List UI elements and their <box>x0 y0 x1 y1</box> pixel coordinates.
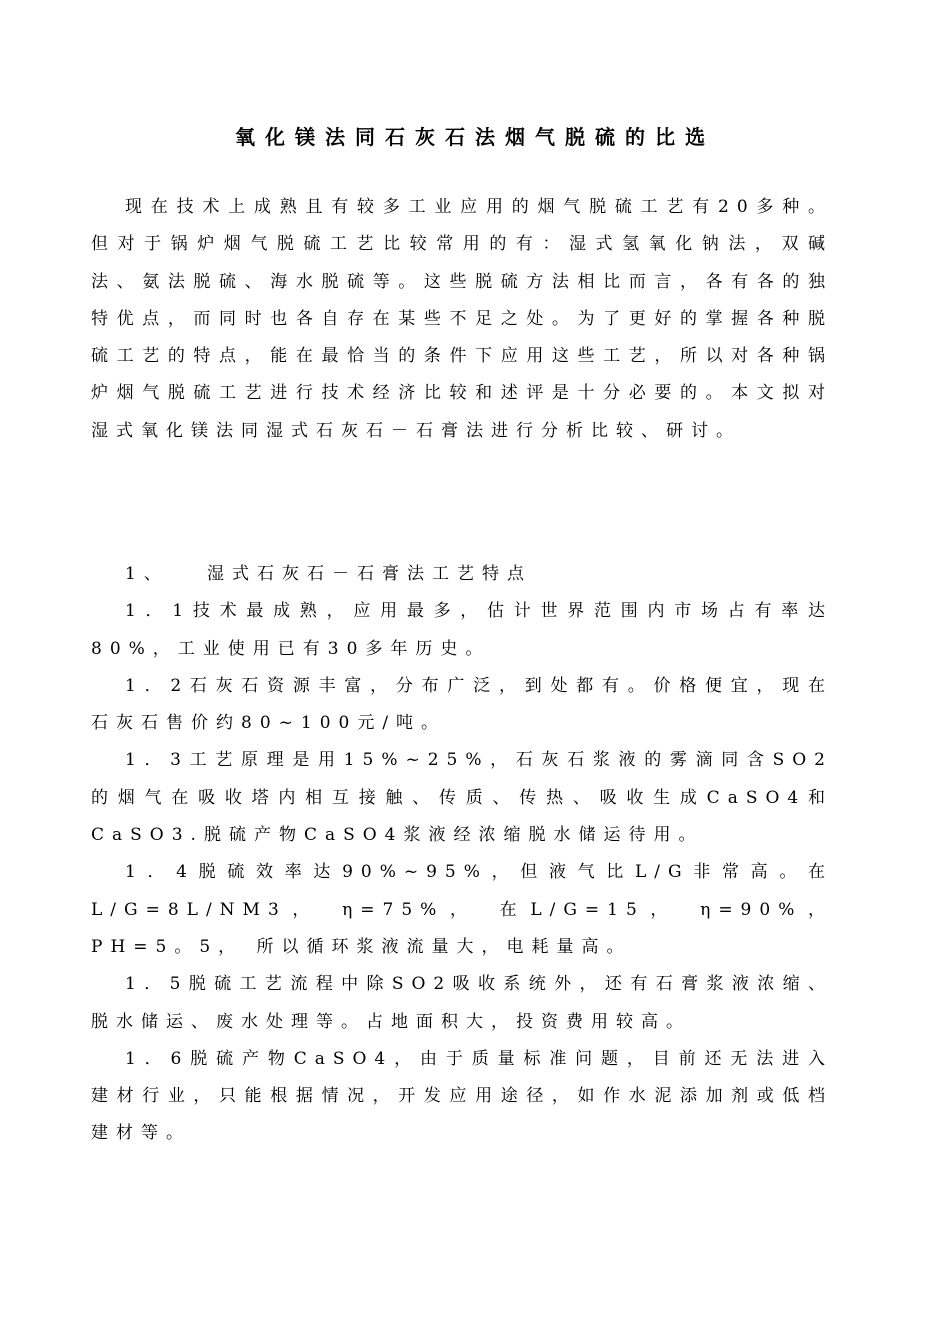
intro-paragraph: 现在技术上成熟且有较多工业应用的烟气脱硫工艺有20多种。但对于锅炉烟气脱硫工艺比较常用的有：湿式氢氧化钠法，双碱法、氨法脱硫、海水脱硫等。这些脱硫方法相比而言，各有各的独特优点，而同时也各自存在某些不足之处。为了更好的掌握各种脱硫工艺的特点，能在最恰当的条件下应用这些工艺，所以对各种锅炉烟气脱硫工艺进行技术经济比较和述评是十分必要的。本文拟对湿式氧化镁法同湿式石灰石－石膏法进行分析比较、研讨。 <box>91 197 833 441</box>
section-1 <box>91 556 833 1153</box>
item-1-5: 1．5脱硫工艺流程中除SO2吸收系统外，还有石膏浆液浓缩、脱水储运、废水处理等。占地面积大，投资费用较高。 <box>91 974 833 1032</box>
item-1-6: 1．6脱硫产物CaSO4，由于质量标准问题，目前还无法进入建材行业，只能根据情况，开发应用途径，如作水泥添加剂或低档建材等。 <box>91 1048 833 1144</box>
section-heading-text: 湿式石灰石－石膏法工艺特点 <box>207 564 532 584</box>
intro-section <box>91 189 833 450</box>
item-1-3: 1．3工艺原理是用15%~25%，石灰石浆液的雾滴同含SO2的烟气在吸收塔内相互接触、传质、传热、吸收生成CaSO4和CaSO3.脱硫产物CaSO4浆液经浓缩脱水储运待用。 <box>91 750 833 846</box>
item-1-4: 1．4脱硫效率达90%~95%，但液气比L/G非常高。在L/G=8L/NM3， η=75%， 在L/G=15， η=90%， PH=5。5， 所以循环浆液流量大，电耗量高。 <box>91 862 833 957</box>
item-1-1: 1．1技术最成熟，应用最多，估计世界范围内市场占有率达80%，工业使用已有30多年历史。 <box>91 601 833 659</box>
section-heading <box>91 556 833 593</box>
item-1-2: 1．2石灰石资源丰富，分布广泛，到处都有。价格便宜，现在石灰石售价约80~100元/吨。 <box>91 675 833 734</box>
section-number: 1、 <box>125 564 169 584</box>
document-title: 氧化镁法同石灰石法烟气脱硫的比选 <box>235 125 715 149</box>
